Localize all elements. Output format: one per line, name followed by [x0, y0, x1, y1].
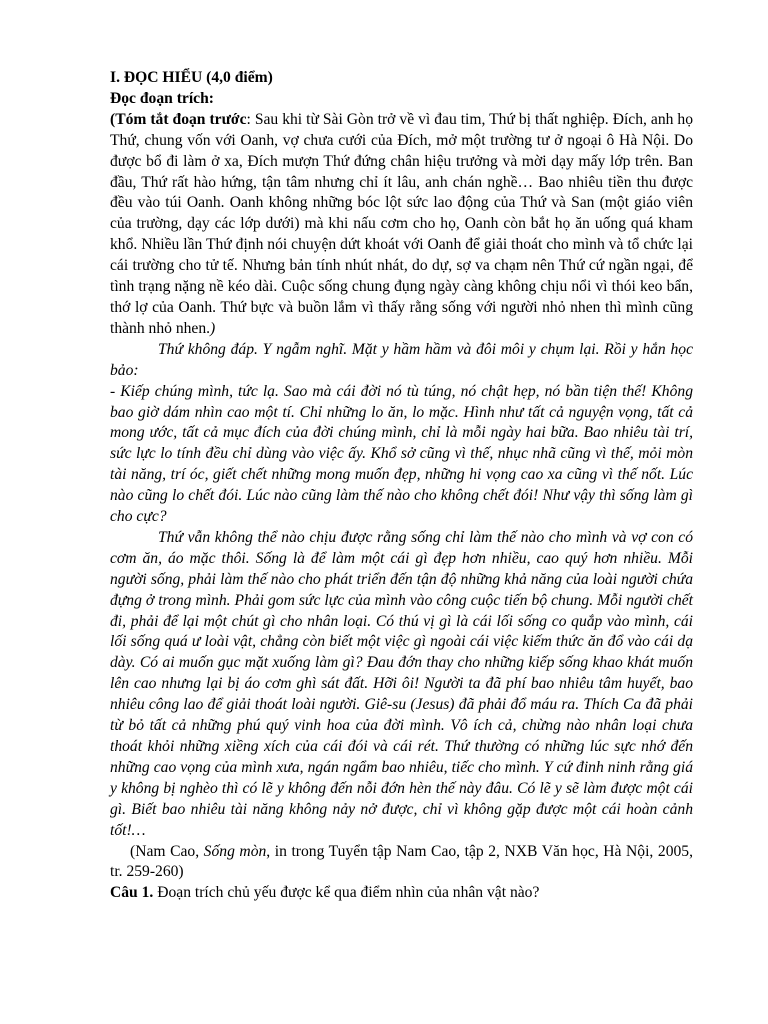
- citation-prefix: (Nam Cao,: [130, 842, 204, 860]
- question-1-text: Đoạn trích chủ yếu được kể qua điểm nhìn của nhân vật nào?: [153, 884, 540, 902]
- section-title: I. ĐỌC HIỂU (4,0 điểm): [110, 69, 273, 86]
- citation: [110, 842, 693, 884]
- exam-document: [110, 68, 693, 904]
- summary-paragraph: [110, 110, 693, 340]
- excerpt-paragraph-2: - Kiếp chúng mình, tức lạ. Sao mà cái đời nó tù túng, nó chật hẹp, nó bần tiện thế! Không bao giờ dám nhìn cao một tí. Chỉ những lo ăn, lo mặc. Hình như tất cả nguyện vọng, tất cả mong ước, tất cả mục đích của đời chúng mình, chỉ là mỗi ngày hai bữa. Bao nhiêu tài trí, sức lực lo tính đều chỉ dùng vào việc ấy. Khổ sở cũng vì thế, nhục nhã cũng vì thế, mỏi mòn tài năng, trí óc, giết chết những mong muốn đẹp, những hi vọng cao xa cũng vì thế nốt. Lúc nào cũng lo chết đói. Lúc nào cũng làm thế nào cho không chết đói! Như vậy thì sống làm gì cho cực?: [110, 382, 693, 526]
- excerpt-paragraph-1: Thứ không đáp. Y ngẫm nghĩ. Mặt y hầm hầm và đôi môi y chụm lại. Rồi y hắn học bảo:: [110, 340, 693, 379]
- question-1: [110, 883, 693, 904]
- question-1-label: Câu 1.: [110, 884, 154, 902]
- summary-close: ): [210, 319, 216, 337]
- excerpt-paragraph-3: Thứ vẫn không thể nào chịu được rằng sống chỉ làm thế nào cho mình và vợ con có cơm ăn, áo mặc thôi. Sống là để làm một cái gì đẹp hơn nhiều, cao quý hơn nhiều. Mỗi người sống, phải làm thế nào cho phát triển đến tận độ những khả năng của loài người chứa đựng ở trong mình. Phải gom sức lực của mình vào công cuộc tiến bộ chung. Mỗi người chết đi, phải để lại một chút gì cho nhân loại. Có thú vị gì là cái lối sống co quắp vào mình, cái lối sống quá ư loài vật, chẳng còn biết một việc gì ngoài cái việc kiếm thức ăn đổ vào cái dạ dày. Có ai muốn gục mặt xuống làm gì? Đau đớn thay cho những kiếp sống khao khát muốn lên cao nhưng lại bị áo cơm ghì sát đất. Hỡi ôi! Người ta đã phí bao nhiêu tâm huyết, bao nhiêu công lao để giải thoát loài người. Giê-su (Jesus) đã phải đổ máu ra. Thích Ca đã phải từ bỏ tất cả những phú quý vinh hoa của đời mình. Vô ích cả, chừng nào nhân loại chưa thoát khỏi những xiềng xích của cái đói và cái rét. Thứ thường có những lúc sực nhớ đến những cao vọng của mình xưa, ngán ngẩm bao nhiêu, tiếc cho mình. Y cứ đinh ninh rằng giá y không bị nghèo thì có lẽ y không đến nỗi đớn hèn thế này đâu. Có lẽ y sẽ làm được một cái gì. Biết bao nhiêu tài năng không nảy nở được, chỉ vì không gặp được một cái hoàn cảnh tốt!…: [110, 528, 693, 839]
- citation-suffix: , in trong Tuyển tập Nam Cao, tập 2, NXB Văn học, Hà Nội, 2005, tr. 259-260): [110, 842, 693, 881]
- summary-label: (Tóm tắt đoạn trước: [110, 110, 247, 128]
- summary-text: : Sau khi từ Sài Gòn trở về vì đau tim, Thứ bị thất nghiệp. Đích, anh họ Thứ, chung vốn với Oanh, vợ chưa cưới của Đích, mở một trường tư ở ngoại ô Hà Nội. Do được bổ đi làm ở xa, Đích mượn Thứ đứng chân hiệu trưởng và mời dạy mấy lớp trên. Ban đầu, Thứ rất hào hứng, tận tâm nhưng chỉ ít lâu, anh chán nghề… Bao nhiêu tiền thu được đều vào túi Oanh. Oanh không những bóc lột sức lao động của Thứ và San (một giáo viên của trường, dạy các lớp dưới) mà khi nấu cơm cho họ, Oanh còn bắt họ ăn uống quá kham khổ. Nhiều lần Thứ định nói chuyện dứt khoát với Oanh để giải thoát cho mình và tổ chức lại cái trường cho tử tế. Nhưng bản tính nhút nhát, do dự, sợ va chạm nên Thứ cứ ngần ngại, để tình trạng nặng nề kéo dài. Cuộc sống chung đụng ngày càng không chịu nổi vì thói keo bẩn, thớ lợ của Oanh. Thứ bực và buồn lắm vì thấy rằng sống với người nhỏ nhen thì mình cũng thành nhỏ nhen.: [110, 110, 693, 337]
- citation-work: Sống mòn: [203, 842, 267, 860]
- read-prompt: Đọc đoạn trích:: [110, 89, 214, 107]
